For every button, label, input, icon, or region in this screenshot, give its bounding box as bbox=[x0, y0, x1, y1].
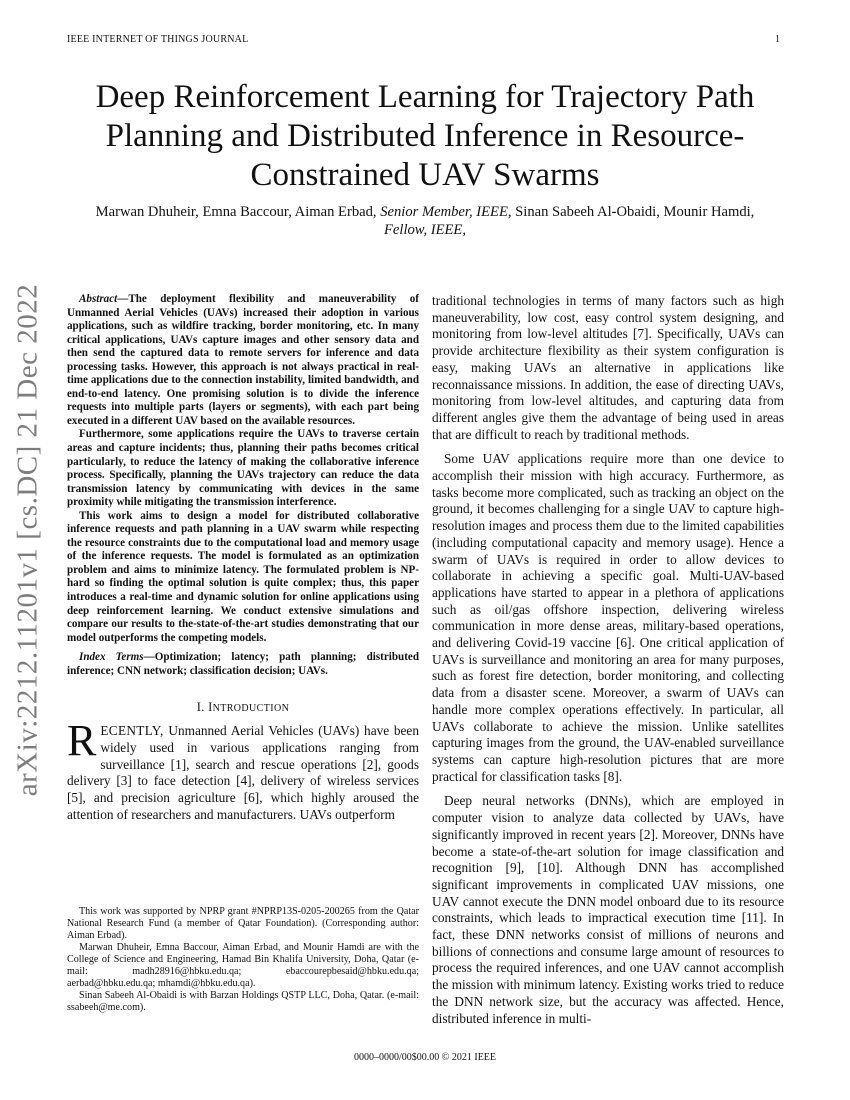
footnote-affiliation-2: Sinan Sabeeh Al-Obaidi is with Barzan Holdings QSTP LLC, Doha, Qatar. (e-mail: ssabeeh@me.com). bbox=[67, 990, 419, 1013]
journal-header: IEEE INTERNET OF THINGS JOURNAL bbox=[67, 34, 249, 45]
abstract-label: Abstract bbox=[79, 293, 118, 305]
footnote-affiliation-1: Marwan Dhuheir, Emna Baccour, Aiman Erbad, and Mounir Hamdi are with the College of Science and Engineering, Hamad Bin Khalifa University, Doha, Qatar (e-mail: madh28916@hbku.edu.qa; ebaccourepbesaid@hbku.edu.qa; aerbad@hbku.edu.qa; mhamdi@hbku.edu.qa). bbox=[67, 942, 419, 989]
abstract-paragraph-2: Furthermore, some applications require the UAVs to traverse certain areas and capture incidents; thus, planning their paths becomes critical particularly, to reduce the latency of making the collaborative inference process. Specifically, planning the UAVs trajectory can reduce the data transmission latency by communicating with devices in the same proximity while mitigating the transmission interference. bbox=[67, 428, 419, 509]
abstract-paragraph-3: This work aims to design a model for distributed collaborative inference requests and path planning in a UAV swarm while respecting the resource constraints due to the computational load and memory usage of the inference requests. The model is formulated as an optimization problem and aims to minimize latency. The formulated problem is NP-hard so finding the optimal solution is quite complex; thus, this paper introduces a real-time and dynamic solution for online applications using deep reinforcement learning. We conduct extensive simulations and compare our results to the-state-of-the-art studies demonstrating that our model outperforms the competing models. bbox=[67, 509, 419, 644]
arxiv-stamp bbox=[8, 283, 48, 797]
abstract bbox=[67, 293, 419, 645]
right-column bbox=[432, 293, 784, 1035]
footnote-funding: This work was supported by NPRP grant #NPRP13S-0205-200265 from the Qatar National Research Fund (a member of Qatar Foundation). (Corresponding author: Aiman Erbad). bbox=[67, 906, 419, 941]
left-column bbox=[67, 293, 419, 824]
authors-part-2: , Sinan Sabeeh Al-Obaidi, Mounir Hamdi, bbox=[507, 204, 755, 220]
author-role-1: Senior Member, IEEE bbox=[380, 204, 508, 220]
drop-cap: R bbox=[67, 716, 97, 766]
paper-title: Deep Reinforcement Learning for Trajectory Path Planning and Distributed Inference in Resource-Constrained UAV Swarms bbox=[95, 79, 755, 193]
intro-caps: ECENTLY, bbox=[100, 723, 164, 739]
arxiv-stamp-text: arXiv:2212.11201v1 [cs.DC] 21 Dec 2022 bbox=[11, 283, 44, 797]
right-paragraph-1: traditional technologies in terms of many factors such as high maneuverability, low cost, easy control system designing, and monitoring from low-level altitudes [7]. Specifically, UAVs can provide architecture flexibility as their system configuration is easy, making UAVs an alternative in applications like reconnaissance missions. In addition, the ease of directing UAVs, monitoring from low-level altitudes, and capturing data from different angles give them the advantage of being used in areas that are difficult to reach by traditional methods. bbox=[432, 293, 784, 442]
section-numeral: I. bbox=[196, 700, 209, 715]
abstract-text-1: —The deployment flexibility and maneuverability of Unmanned Aerial Vehicles (UAVs) increased their adoption in various applications, such as wildfire tracking, border monitoring, etc. In many critical applications, UAVs capture images and other sensory data and then send the captured data to remote servers for inference and data processing tasks. However, this approach is not always practical in real-time applications due to the connection instability, limited bandwidth, and end-to-end latency. One promising solution is to divide the inference requests into multiple parts (layers or segments), with each part being executed in a different UAV based on the available resources. bbox=[67, 293, 419, 427]
section-first-letter: I bbox=[208, 700, 213, 715]
author-role-2: Fellow, IEEE, bbox=[384, 222, 466, 238]
section-heading-introduction bbox=[67, 700, 419, 715]
index-terms bbox=[67, 651, 419, 678]
section-rest: NTRODUCTION bbox=[212, 703, 290, 715]
index-terms-text: —Optimization; latency; path planning; distributed inference; CNN network; classification decision; UAVs. bbox=[67, 651, 419, 677]
abstract-paragraph-1 bbox=[67, 293, 419, 428]
intro-text: Unmanned Aerial Vehicles (UAVs) have been widely used in various applications ranging from surveillance [1], search and rescue operations [2], goods delivery [3] to face detection [4], delivery of wireless services [5], and precision agriculture [6], which highly aroused the attention of researchers and manufacturers. UAVs outperform bbox=[67, 723, 419, 822]
author-list bbox=[78, 203, 772, 239]
page-number: 1 bbox=[775, 34, 780, 45]
copyright-footer: 0000–0000/00$00.00 © 2021 IEEE bbox=[353, 1052, 497, 1063]
authors-part-1: Marwan Dhuheir, Emna Baccour, Aiman Erbad, bbox=[95, 204, 381, 220]
intro-paragraph bbox=[67, 716, 419, 823]
right-paragraph-2: Some UAV applications require more than one device to accomplish their mission with high accuracy. Furthermore, as tasks become more complicated, such as tracking an object on the ground, it becomes challenging for a single UAV to capture high-resolution images and process them due to the limited capabilities (including computational capacity and memory usage). Hence a swarm of UAVs is required in order to allow devices to collaborate in achieving a specific goal. Multi-UAV-based applications have started to appear in a plethora of applications such as oil/gas offshore inspection, delivering wireless communication in more dense areas, military-based operations, and delivering Covid-19 vaccine [6]. One critical application of UAVs is surveillance and monitoring an area for many purposes, such as forest fire detection, border monitoring, and collecting data from a disaster scene. Moreover, a swarm of UAVs can handle more complex operations effectively. In particular, all UAVs collaborate to achieve the mission. Unlike satellites capturing images from the ground, the UAV-enabled surveillance systems can capture high-resolution pictures that are more practical for classification tasks [8]. bbox=[432, 451, 784, 784]
footnotes bbox=[67, 906, 419, 1014]
right-paragraph-3: Deep neural networks (DNNs), which are employed in computer vision to analyze data collected by UAVs, have significantly improved in recent years [2]. Moreover, DNNs have become a state-of-the-art solution for image classification and recognition [9], [10]. Although DNN has accomplished significant improvements in complicated UAV missions, one UAV cannot execute the DNN model onboard due to its resource constraints, which leads to impractical execution time [11]. In fact, these DNN networks consist of millions of neurons and billions of connections and consume large amount of resources to process the required inferences, and one UAV cannot accomplish the mission with minimum latency. Existing works tried to reduce the DNN network size, but the accuracy was affected. Hence, distributed inference in multi- bbox=[432, 793, 784, 1026]
index-terms-label: Index Terms bbox=[79, 651, 144, 664]
